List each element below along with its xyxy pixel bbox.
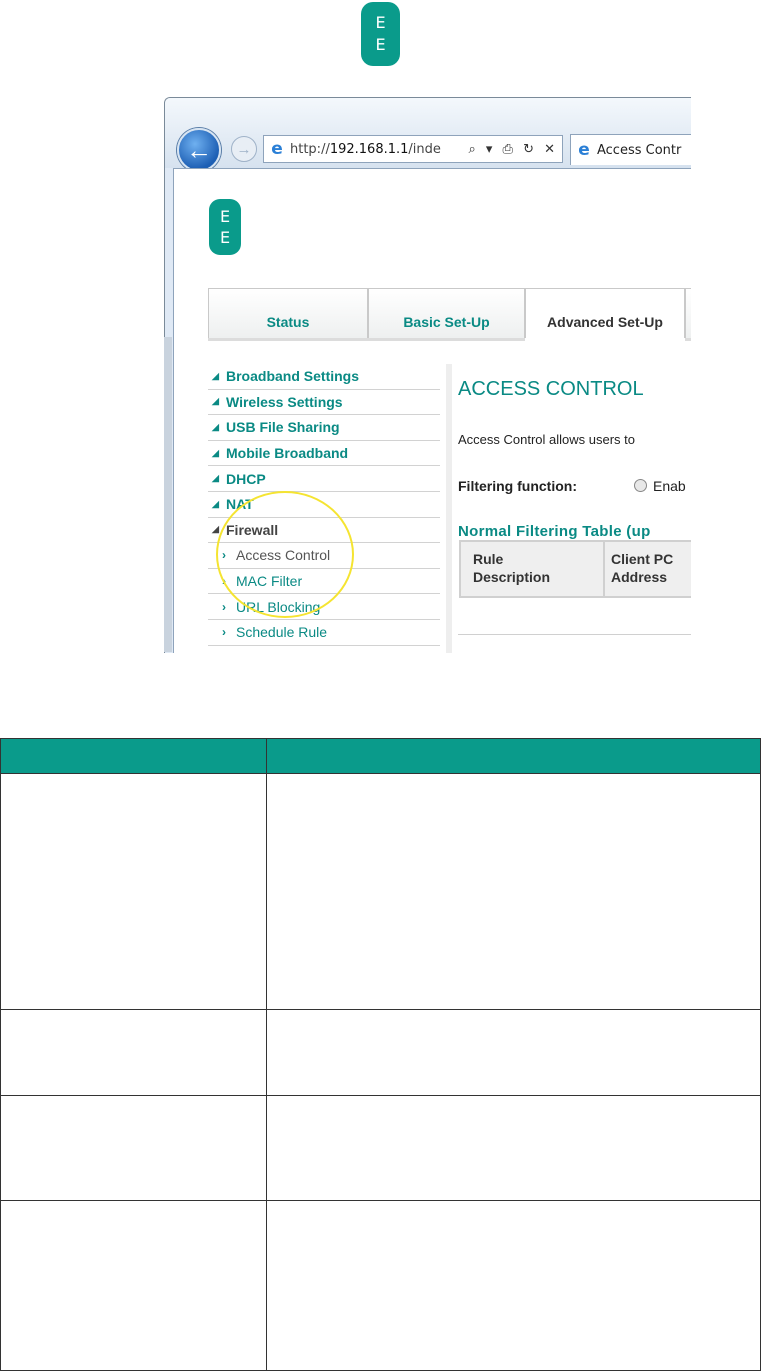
menu-label: URL Blocking [236,598,321,615]
menu-label: MAC Filter [236,573,303,590]
browser-toolbar [165,98,691,168]
tab-status-label: Status [266,314,310,330]
address-host: 192.168.1.1 [329,141,409,157]
back-arrow-icon[interactable]: ← [177,128,221,172]
filtering-table-header [459,540,691,598]
menu-label: Firewall [226,521,279,538]
router-logo-letter-bottom: E [219,227,231,247]
table-row-line [1,1009,760,1010]
tab-basic-setup-label: Basic Set-Up [403,314,490,330]
menu-item-access-control[interactable]: › Access Control [208,543,440,569]
tab-advanced-setup-label: Advanced Set-Up [547,314,663,330]
ee-logo [361,2,400,66]
router-ee-logo [209,199,241,255]
table-row-line [1,1200,760,1201]
browser-tab[interactable] [570,134,691,165]
menu-label: Access Control [236,547,331,564]
menu-item-broadband-settings[interactable]: ◢ Broadband Settings [208,364,440,390]
table-row-line [1,773,760,774]
content-panel [446,364,691,653]
menu-item-usb-file-sharing[interactable]: ◢ USB File Sharing [208,415,440,441]
logo-letter-bottom: E [375,35,386,54]
document-table [0,738,761,1371]
table-column-divider [266,739,267,1370]
ie-icon: e [271,139,283,159]
highlight-circle [216,491,354,618]
table-title: Normal Filtering Table (up [458,523,651,540]
tab-more[interactable] [685,288,691,338]
radio-icon [634,479,647,492]
logo-letter-top: E [375,13,386,32]
tab-status[interactable] [208,288,368,338]
menu-label: USB File Sharing [226,419,340,436]
col1-line2: Description [473,569,551,585]
enable-radio[interactable] [634,478,686,494]
table-row-line [1,1095,760,1096]
col2-line1: Client PC [611,551,674,567]
col-client-pc-address [611,550,673,586]
col2-line2: Address [611,569,668,585]
browser-side-strip [164,337,172,652]
menu-item-url-blocking[interactable]: › URL Blocking [208,594,440,620]
menu-label: Schedule Rule [236,624,328,641]
page-title: ACCESS CONTROL [458,378,644,400]
tab-bar-right [685,338,691,341]
tab-title: Access Contr [597,142,682,158]
address-suffix: /inde [408,141,441,157]
menu-item-schedule-rule[interactable]: › Schedule Rule [208,620,440,646]
tab-ie-icon: e [578,140,590,160]
col-rule-description [473,550,550,586]
menu-item-nat[interactable]: ◢ NAT [208,492,440,518]
filtering-label: Filtering function: [458,478,577,494]
router-logo-letter-top: E [219,206,231,226]
menu-label: Broadband Settings [226,368,360,385]
col1-line1: Rule [473,551,504,567]
menu-label: Wireless Settings [226,393,343,410]
address-prefix: http:// [290,141,330,157]
description-text: Access Control allows users to [458,432,636,447]
forward-arrow-icon[interactable]: → [231,136,257,162]
menu-item-mobile-broadband[interactable]: ◢ Mobile Broadband [208,441,440,467]
menu-item-dhcp[interactable]: ◢ DHCP [208,466,440,492]
tab-basic-setup[interactable] [368,288,525,338]
menu-item-wireless-settings[interactable]: ◢ Wireless Settings [208,390,440,416]
tab-bar-left [208,338,525,341]
menu-label: Mobile Broadband [226,445,349,462]
address-tools-icons[interactable]: ⌕ ▾ ⎙ ↻ ✕ [468,141,558,157]
menu-item-mac-filter[interactable]: › MAC Filter [208,569,440,595]
table-header-row [1,739,760,773]
menu-label: DHCP [226,470,266,487]
address-bar[interactable] [263,135,563,163]
menu-item-firewall[interactable]: ◢ Firewall [208,518,440,544]
enable-radio-label: Enab [653,478,686,494]
menu-label: NAT [226,496,254,513]
tab-advanced-setup[interactable] [525,288,685,338]
column-divider [603,542,605,598]
content-divider [458,634,691,635]
